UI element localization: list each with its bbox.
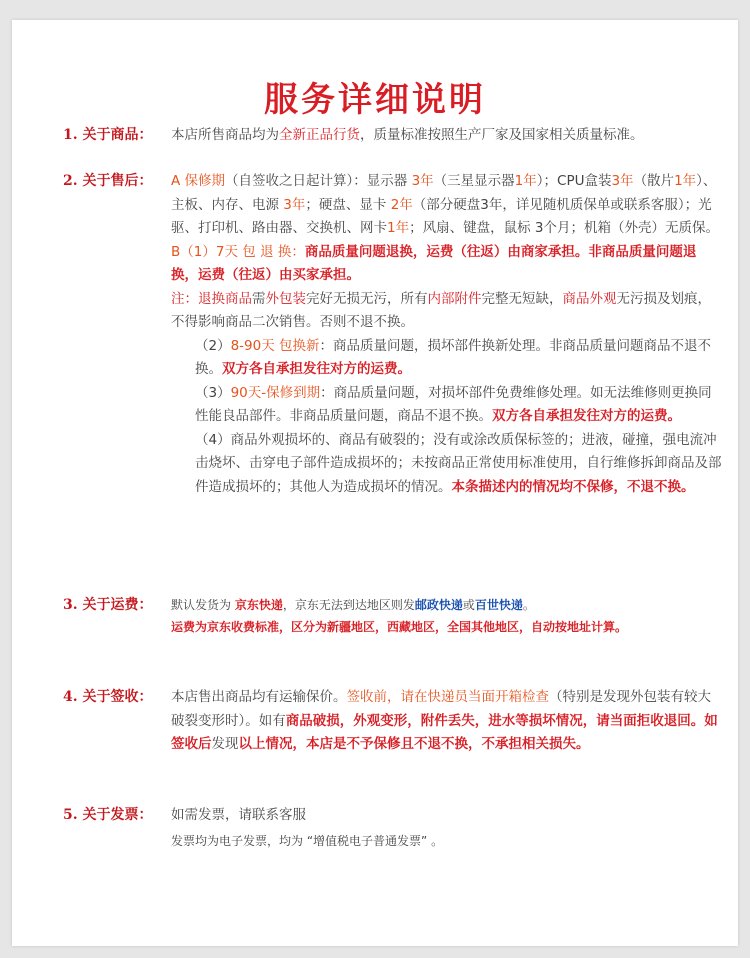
section-label: 4. 关于签收： [63, 689, 153, 705]
text: 发现 [211, 736, 239, 752]
invoice-line: 如需发票，请联系客服 [171, 807, 306, 823]
text: 本店所售商品均为 [171, 127, 279, 143]
highlight-text: 外包装 [265, 290, 306, 307]
highlight-text: 1年 [387, 220, 410, 236]
section-label: 1. 关于商品： [63, 127, 153, 143]
text: ：商品质量问题，损坏部件换新处理。非商品质量问题商品不退不换。 [195, 337, 712, 377]
note-paragraph [171, 288, 723, 335]
highlight-text: 内部附件 [427, 290, 482, 307]
text: （4）商品外观损坏的、商品有破裂的；没有或涂改质保标签的；进液，碰撞，强电流冲击烧坏、击穿电子部件造成损坏的；未按商品正常使用标准使用，自行维修拆卸商品及部件造成损坏的；其他人为造成损坏的情况。 [195, 431, 722, 495]
section-label: 2. 关于售后： [63, 173, 153, 189]
highlight-text: 商品外观 [562, 290, 617, 307]
section-body [171, 594, 723, 638]
highlight-text: 8-90天 包换新 [230, 337, 320, 354]
highlight-text: 全新正品行货 [279, 127, 360, 143]
text: （部分硬盘3年，详见随机质保单或联系客服）；光驱、打印机、路由器、交换机、网卡 [171, 196, 712, 236]
highlight-text: 签收前，请在快递员当面开箱检查 [346, 689, 549, 705]
shipping-line [171, 594, 723, 616]
highlight-text: 双方各自承担发往对方的运费。 [492, 408, 681, 424]
return-heading: B（1）7天 包 退 换： [171, 243, 305, 260]
invoice-note: 发票均为电子发票，均为 “增值税电子普通发票” 。 [171, 833, 444, 848]
section-after-sales [63, 170, 723, 499]
text: （特别是发现外包装有较大破裂变形时）。如有 [171, 689, 711, 729]
note-heading: 注：退换商品 [171, 290, 252, 307]
section-invoice [63, 804, 723, 852]
highlight-text: 商品质量问题退换，运费（往返）由商家承担。非商品质量问题退换，运费（往返）由买家承担。 [171, 243, 697, 283]
text: （3） [195, 384, 231, 401]
section-products [63, 124, 723, 148]
highlight-text: 本条描述内的情况均不保修，不退不换。 [451, 478, 695, 495]
highlight-text: 3年 [611, 173, 634, 189]
section-receipt [63, 686, 723, 757]
highlight-text: 商品破损，外观变形，附件丢失，进水等损坏情况，请当面拒收退回。如签收后 [171, 712, 718, 752]
text: 本店售出商品均有运输保价。 [171, 689, 347, 705]
text: 完好无损无污，所有 [306, 290, 428, 307]
repair-paragraph [171, 382, 723, 429]
text: ；硬盘、显卡 [305, 196, 391, 213]
highlight-text: 3年 [411, 173, 434, 189]
text: 无污损及划痕，不得影响商品二次销售。否则不退不换。 [171, 290, 711, 330]
text: 完整无短缺， [481, 290, 563, 307]
highlight-text: 1年 [514, 173, 537, 189]
text: 。 [522, 598, 535, 612]
text: （自签收之日起计算）：显示器 [225, 173, 412, 189]
courier-name: 京东快递 [234, 598, 283, 612]
exclusion-paragraph [171, 429, 723, 500]
text: ，质量标准按照生产厂家及国家相关质量标准。 [360, 127, 644, 143]
highlight-text: 以上情况，本店是不予保修且不退不换，不承担相关损失。 [238, 736, 590, 752]
section-body [171, 170, 723, 499]
text: （三星显示器 [433, 173, 515, 189]
highlight-text: 3年 [283, 196, 306, 213]
courier-name: 百世快递 [474, 598, 523, 612]
text: ；风扇、键盘，鼠标 3个月；机箱（外壳）无质保。 [409, 220, 719, 236]
text: ，京东无法到达地区则发 [282, 598, 415, 612]
warranty-paragraph [171, 170, 723, 241]
section-label: 5. 关于发票： [63, 807, 153, 823]
shipping-fee-line: 运费为京东收费标准，区分为新疆地区，西藏地区，全国其他地区，自动按地址计算。 [171, 620, 628, 634]
text: （2） [195, 337, 231, 354]
highlight-text: 90天-保修到期 [230, 384, 321, 401]
text: 需 [252, 290, 266, 307]
text: ：商品质量问题，对损坏部件免费维修处理。如无法维修则更换同性能良品部件。非商品质量问题，商品不退不换。 [195, 384, 712, 424]
text: 或 [462, 598, 475, 612]
service-card [12, 20, 738, 946]
warranty-heading: A 保修期 [171, 173, 226, 189]
text: 默认发货为 [171, 598, 235, 612]
section-body [171, 804, 723, 852]
section-body [171, 124, 723, 148]
highlight-text: 1年 [674, 173, 697, 189]
text: ）；CPU盒装 [536, 173, 612, 189]
exchange-paragraph [171, 335, 723, 382]
text: ）、主板、内存、电源 [171, 173, 717, 213]
section-body [171, 686, 723, 757]
highlight-text: 双方各自承担发往对方的运费。 [222, 361, 411, 377]
page-title: 服务详细说明 [264, 80, 486, 120]
section-label: 3. 关于运费： [63, 597, 153, 613]
return-paragraph [171, 241, 723, 288]
text: （散片 [633, 173, 675, 189]
highlight-text: 2年 [390, 196, 413, 213]
section-shipping [63, 594, 723, 638]
courier-name: 邮政快递 [414, 598, 463, 612]
